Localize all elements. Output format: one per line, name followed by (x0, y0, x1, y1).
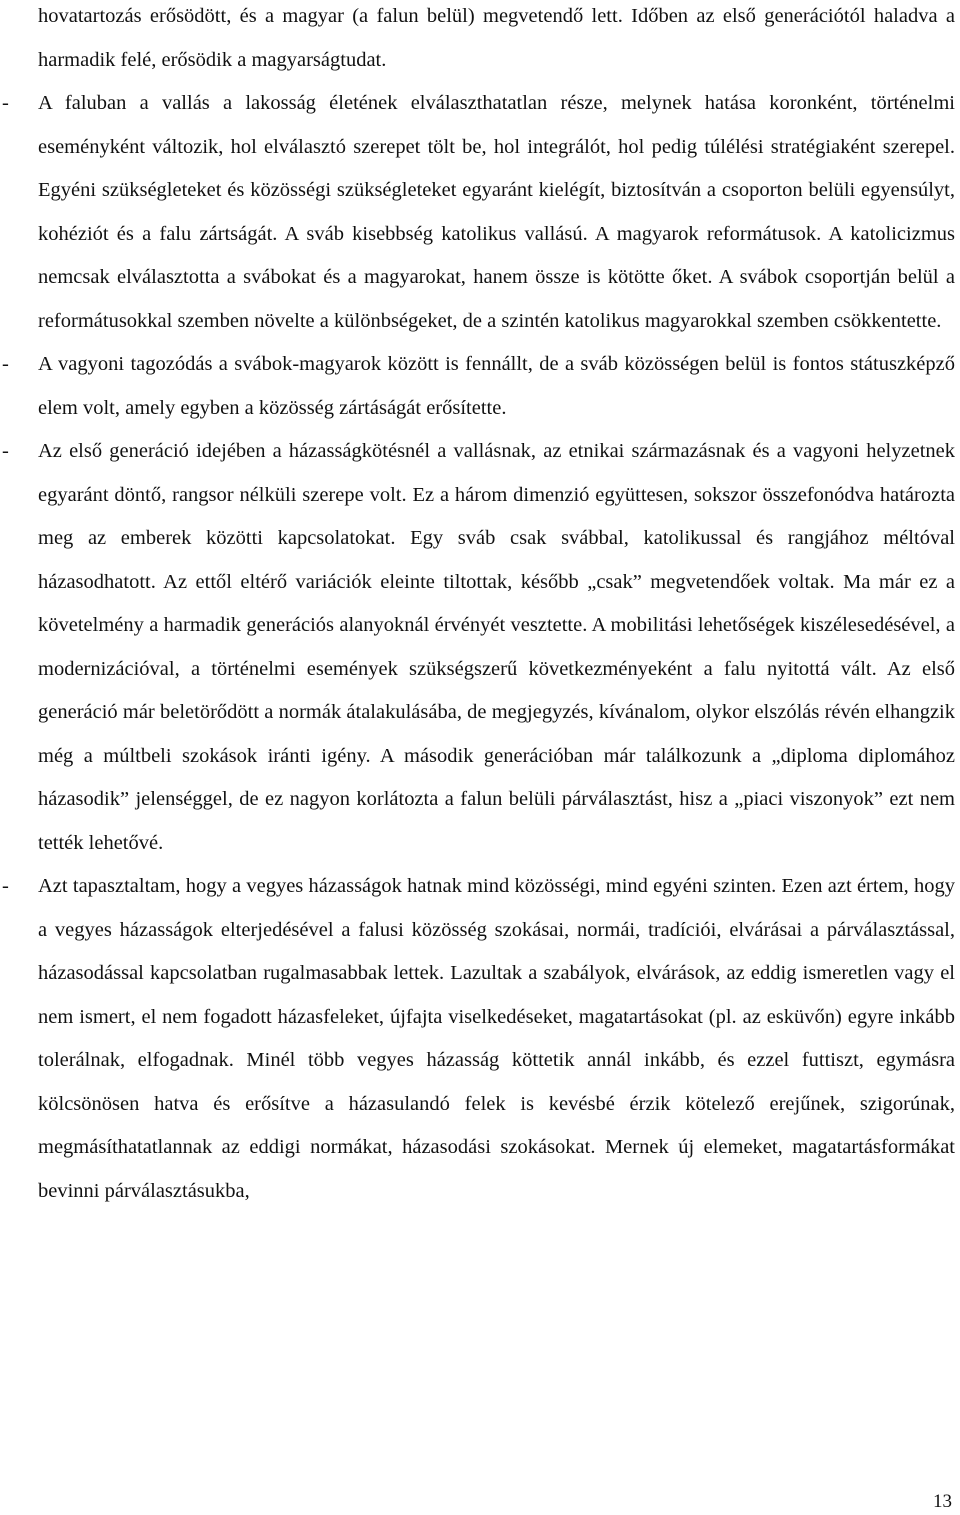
page-number: 13 (933, 1491, 952, 1512)
body-text (2, 0, 955, 1213)
bullet-text: Azt tapasztaltam, hogy a vegyes házasságok hatnak mind közösségi, mind egyéni szinten. Ezen azt értem, hogy a vegyes házasságok elterjedésével a falusi közösség szokásai, normái, tradíciói, elvárásai a párválasztással, házasodással kapcsolatban rugalmasabbak lettek. Lazultak a szabályok, elvárások, az eddig ismeretlen vagy el nem ismert, el nem fogadott házasfeleket, újfajta viselkedéseket, magatartásokat (pl. az esküvőn) egyre inkább tolerálnak, elfogadnak. Minél több vegyes házasság köttetik annál inkább, és ezzel futtiszt, egymásra kölcsönösen hatva és erősítve a házasulandó felek is kevésbé érzik kötelező erejűnek, szigorúnak, megmásíthatatlannak az eddigi normákat, házasodási szokásokat. Mernek új elemeket, magatartásformákat bevinni párválasztásukba, (38, 875, 955, 1202)
bullet-item-mixed-marriages (2, 865, 955, 1213)
bullet-dash: - (2, 875, 9, 897)
bullet-item-wealth (2, 343, 955, 430)
bullet-item-religion (2, 82, 955, 343)
bullet-dash: - (2, 92, 9, 114)
intro-paragraph: hovatartozás erősödött, és a magyar (a falun belül) megvetendő lett. Időben az első generációtól haladva a harmadik felé, erősödik a magyarságtudat. (38, 5, 955, 71)
bullet-dash: - (2, 440, 9, 462)
bullet-text: A faluban a vallás a lakosság életének elválaszthatatlan része, melynek hatása koronként, történelmi eseményként változik, hol elválasztó szerepet tölt be, hol integrálót, hol pedig túlélési stratégiaként szerepel. Egyéni szükségleteket és közösségi szükségleteket egyaránt kielégít, biztosítván a csoporton belüli egyensúlyt, kohéziót és a falu zártságát. A sváb kisebbség katolikus vallású. A magyarok reformátusok. A katolicizmus nemcsak elválasztotta a svábokat és a magyarokat, hanem össze is kötötte őket. A svábok csoportján belül a reformátusokkal szemben növelte a különbségeket, de a szintén katolikus magyarokkal szemben csökkentette. (38, 92, 955, 332)
bullet-text: Az első generáció idejében a házasságkötésnél a vallásnak, az etnikai származásnak és a vagyoni helyzetnek egyaránt döntő, rangsor nélküli szerepe volt. Ez a három dimenzió együttesen, sokszor összefonódva határozta meg az emberek közötti kapcsolatokat. Egy sváb csak svábbal, katolikussal és rangjához méltóval házasodhatott. Az ettől eltérő variációk eleinte tiltottak, később „csak” megvetendőek voltak. Ma már ez a követelmény a harmadik generációs alanyoknál érvényét vesztette. A mobilitási lehetőségek kiszélesedésével, a modernizációval, a történelmi események szükségszerű következményeként a falu nyitottá vált. Az első generáció már beletörődött a normák átalakulásába, de megjegyzés, kívánalom, olykor elszólás révén elhangzik még a múltbeli szokások iránti igény. A második generációban már találkozunk a „diploma diplomához házasodik” jelenséggel, de ez nagyon korlátozta a falun belüli párválasztást, hisz a „piaci viszonyok” ezt nem tették lehetővé. (38, 440, 955, 854)
bullet-text: A vagyoni tagozódás a svábok-magyarok között is fennállt, de a sváb közösségen belül is fontos státuszképző elem volt, amely egyben a közösség zártáságát erősítette. (38, 353, 955, 419)
bullet-dash: - (2, 353, 9, 375)
bullet-item-marriage-generations (2, 430, 955, 865)
